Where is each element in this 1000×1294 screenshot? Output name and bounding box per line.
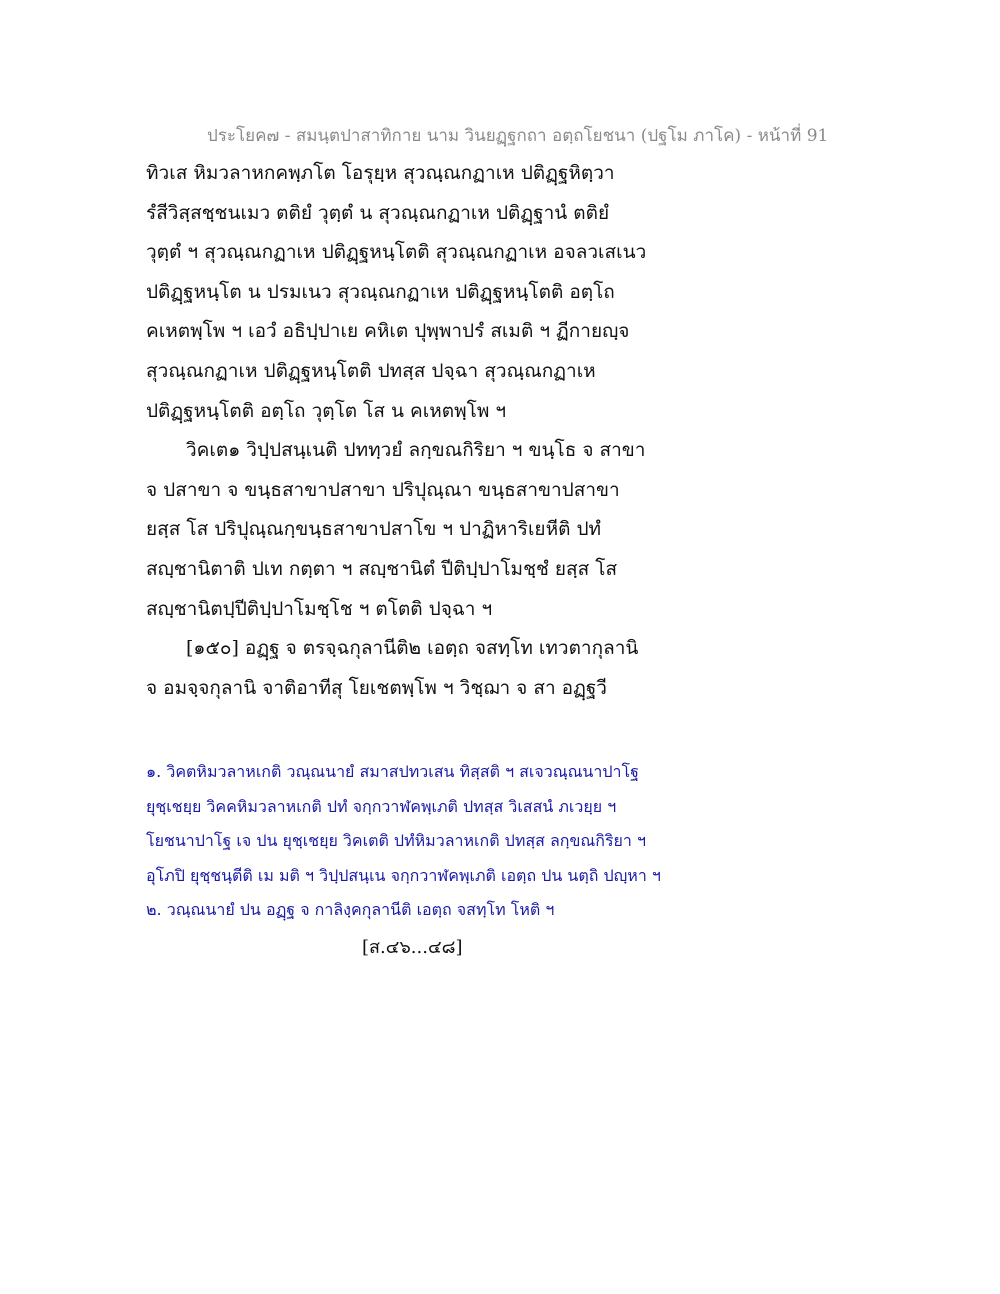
footnote-line: ๑. วิคตหิมวลาหเกติ วณฺณนายํ สมาสปทวเสน ทิสฺสติ ฯ สเจวณฺณนาปาโฐ: [146, 762, 639, 781]
footnote-line: ๒. วณฺณนายํ ปน อฏฺฐ จ กาลิงฺคกุลานีติ เอตฺถ จสทฺโท โหติ ฯ: [146, 900, 555, 919]
text-line: สญฺชานิตาติ ปเท กตฺตา ฯ สญฺชานิตํ ปีติปฺปาโมชฺชํ ยสฺส โส: [146, 557, 618, 580]
text-line: สญฺชานิตปฺปีติปฺปาโมชฺโช ฯ ตโตติ ปจฺฉา ฯ: [146, 597, 493, 620]
page-header: ประโยค๗ - สมนฺตปาสาทิกาย นาม วินยฏฺฐกถา อตฺถโยชนา (ปฐโม ภาโค) - หน้าที่ 91: [207, 126, 829, 146]
text-line: จ อมจฺจกุลานิ จาติอาทีสุ โยเชตพฺโพ ฯ วิชฺฌา จ สา อฏฺฐวี: [146, 676, 607, 699]
text-line: คเหตพฺโพ ฯ เอวํ อธิปฺปาเย คหิเต ปุพฺพาปรํ สเมติ ฯ ฏีกายญฺจ: [146, 320, 630, 343]
text-line: รํสีวิสฺสชฺชนเมว ตติยํ วุตฺตํ น สุวณฺณกฏาเห ปติฏฺฐานํ ตติยํ: [146, 201, 610, 224]
text-line: วิคเต๑ วิปฺปสนฺเนติ ปททฺวยํ ลกฺขณกิริยา ฯ ขนฺโธ จ สาขา: [186, 439, 646, 462]
text-line: ยสฺส โส ปริปุณฺณกฺขนฺธสาขาปสาโข ฯ ปาฏิหาริเยหีติ ปทํ: [146, 518, 602, 541]
text-line: ทิวเส หิมวลาหกคพฺภโต โอรุยฺห สุวณฺณกฏาเห ปติฏฺฐหิตฺวา: [146, 162, 615, 184]
text-line: วุตฺตํ ฯ สุวณฺณกฏาเห ปติฏฺฐหนฺโตติ สุวณฺณกฏาเห อจลวเสเนว: [146, 241, 647, 264]
footnotes: [146, 755, 866, 928]
text-line: ปติฏฺฐหนฺโตติ อตฺโถ วุตฺโต โส น คเหตพฺโพ ฯ: [146, 399, 507, 422]
footnote-line: ยุชฺเชยฺย วิคคหิมวลาหเกติ ปทํ จกฺกวาฬคพฺเภติ ปทสฺส วิเสสนํ ภเวยฺย ฯ: [146, 796, 617, 816]
main-text: [146, 154, 866, 708]
text-line: ปติฏฺฐหนฺโต น ปรมเนว สุวณฺณกฏาเห ปติฏฺฐหนฺโตติ อตฺโถ: [146, 280, 615, 303]
text-line: สุวณฺณกฏาเห ปติฏฺฐหนฺโตติ ปทสฺส ปจฺฉา สุวณฺณกฏาเห: [146, 359, 596, 382]
footnote-line: โยชนาปาโฐ เจ ปน ยุชฺเชยฺย วิคเตติ ปทํหิมวลาหเกติ ปทสฺส ลกฺขณกิริยา ฯ: [146, 831, 646, 850]
footnote-line: อุโภปิ ยุชฺชนฺตีติ เม มติ ฯ วิปฺปสนฺเน จกฺกวาฬคพฺเภติ เอตฺถ ปน นตฺถิ ปญฺหา ฯ: [146, 865, 661, 885]
page-reference: [ส.๔๖...๔๘]: [362, 937, 463, 958]
text-line: จ ปสาขา จ ขนฺธสาขาปสาขา ปริปุณฺณา ขนฺธสาขาปสาขา: [146, 478, 620, 501]
text-line: [๑๕๐] อฏฺฐ จ ตรจฺฉกุลานีติ๒ เอตฺถ จสทฺโท เทวตากุลานิ: [186, 637, 639, 660]
